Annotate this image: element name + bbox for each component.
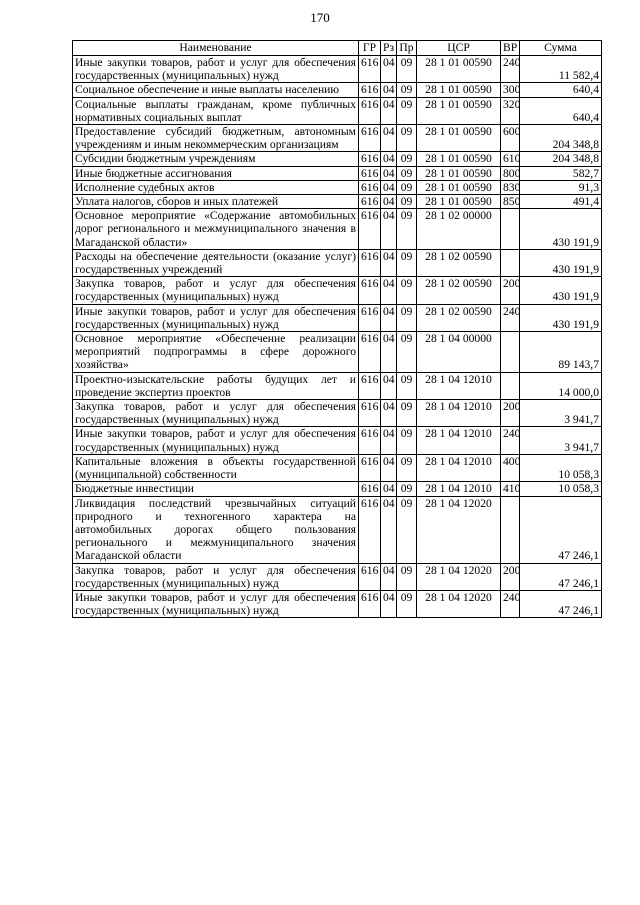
- cell-vr: 240: [501, 304, 520, 331]
- cell-gr: 616: [359, 209, 381, 250]
- cell-rz: 04: [381, 372, 397, 399]
- cell-gr: 616: [359, 304, 381, 331]
- budget-table: [72, 40, 602, 618]
- table-row: [73, 496, 602, 563]
- cell-sum: 204 348,8: [520, 152, 602, 166]
- cell-gr: 616: [359, 590, 381, 617]
- table-row: [73, 83, 602, 97]
- cell-name: Проектно-изыскательские работы будущих лет и проведение экспертиз проектов: [73, 372, 359, 399]
- cell-vr: 240: [501, 427, 520, 454]
- cell-sum: 14 000,0: [520, 372, 602, 399]
- cell-name: Закупка товаров, работ и услуг для обеспечения государственных (муниципальных) нужд: [73, 563, 359, 590]
- cell-pr: 09: [397, 563, 417, 590]
- cell-sum: 430 191,9: [520, 277, 602, 304]
- table-row: [73, 152, 602, 166]
- table-row: [73, 332, 602, 373]
- cell-gr: 616: [359, 372, 381, 399]
- cell-rz: 04: [381, 454, 397, 481]
- cell-sum: 430 191,9: [520, 249, 602, 276]
- cell-vr: 410: [501, 482, 520, 496]
- cell-csr: 28 1 04 12010: [417, 482, 501, 496]
- table-row: [73, 454, 602, 481]
- cell-rz: 04: [381, 195, 397, 209]
- cell-rz: 04: [381, 590, 397, 617]
- cell-csr: 28 1 04 00000: [417, 332, 501, 373]
- cell-gr: 616: [359, 195, 381, 209]
- cell-vr: 800: [501, 166, 520, 180]
- cell-name: Социальное обеспечение и иные выплаты населению: [73, 83, 359, 97]
- cell-vr: [501, 332, 520, 373]
- cell-gr: 616: [359, 166, 381, 180]
- cell-pr: 09: [397, 304, 417, 331]
- cell-sum: 3 941,7: [520, 400, 602, 427]
- cell-csr: 28 1 01 00590: [417, 152, 501, 166]
- cell-gr: 616: [359, 482, 381, 496]
- cell-gr: 616: [359, 56, 381, 83]
- cell-rz: 04: [381, 249, 397, 276]
- cell-rz: 04: [381, 180, 397, 194]
- cell-pr: 09: [397, 195, 417, 209]
- cell-name: Иные закупки товаров, работ и услуг для обеспечения государственных (муниципальных) нужд: [73, 590, 359, 617]
- cell-gr: 616: [359, 496, 381, 563]
- cell-gr: 616: [359, 152, 381, 166]
- cell-sum: 47 246,1: [520, 496, 602, 563]
- cell-sum: 3 941,7: [520, 427, 602, 454]
- cell-csr: 28 1 02 00590: [417, 277, 501, 304]
- cell-sum: 11 582,4: [520, 56, 602, 83]
- cell-vr: 240: [501, 590, 520, 617]
- cell-csr: 28 1 04 12010: [417, 427, 501, 454]
- cell-pr: 09: [397, 277, 417, 304]
- cell-name: Основное мероприятие «Обеспечение реализации мероприятий подпрограммы в сфере дорожного хозяйства»: [73, 332, 359, 373]
- cell-name: Капитальные вложения в объекты государственной (муниципальной) собственности: [73, 454, 359, 481]
- cell-sum: 640,4: [520, 83, 602, 97]
- cell-vr: 200: [501, 563, 520, 590]
- cell-pr: 09: [397, 125, 417, 152]
- cell-gr: 616: [359, 125, 381, 152]
- cell-pr: 09: [397, 209, 417, 250]
- cell-vr: 240: [501, 56, 520, 83]
- cell-name: Закупка товаров, работ и услуг для обеспечения государственных (муниципальных) нужд: [73, 277, 359, 304]
- header-name: Наименование: [73, 41, 359, 56]
- table-row: [73, 166, 602, 180]
- cell-vr: 320: [501, 97, 520, 124]
- table-row: [73, 277, 602, 304]
- cell-rz: 04: [381, 400, 397, 427]
- cell-rz: 04: [381, 563, 397, 590]
- cell-name: Исполнение судебных актов: [73, 180, 359, 194]
- cell-rz: 04: [381, 304, 397, 331]
- cell-sum: 47 246,1: [520, 590, 602, 617]
- header-pr: Пр: [397, 41, 417, 56]
- cell-sum: 430 191,9: [520, 304, 602, 331]
- cell-pr: 09: [397, 56, 417, 83]
- cell-name: Бюджетные инвестиции: [73, 482, 359, 496]
- header-sum: Сумма: [520, 41, 602, 56]
- cell-sum: 10 058,3: [520, 482, 602, 496]
- cell-vr: [501, 249, 520, 276]
- cell-vr: 850: [501, 195, 520, 209]
- cell-gr: 616: [359, 83, 381, 97]
- table-row: [73, 372, 602, 399]
- cell-csr: 28 1 01 00590: [417, 125, 501, 152]
- cell-csr: 28 1 04 12020: [417, 563, 501, 590]
- table-row: [73, 563, 602, 590]
- cell-sum: 430 191,9: [520, 209, 602, 250]
- cell-sum: 47 246,1: [520, 563, 602, 590]
- table-row: [73, 209, 602, 250]
- cell-name: Иные закупки товаров, работ и услуг для обеспечения государственных (муниципальных) нужд: [73, 56, 359, 83]
- cell-csr: 28 1 01 00590: [417, 195, 501, 209]
- cell-sum: 91,3: [520, 180, 602, 194]
- cell-rz: 04: [381, 496, 397, 563]
- cell-sum: 89 143,7: [520, 332, 602, 373]
- table-row: [73, 249, 602, 276]
- cell-rz: 04: [381, 166, 397, 180]
- cell-pr: 09: [397, 249, 417, 276]
- cell-pr: 09: [397, 590, 417, 617]
- cell-pr: 09: [397, 400, 417, 427]
- cell-name: Ликвидация последствий чрезвычайных ситуаций природного и техногенного характера на автомобильных дорогах общего пользования регионального и межмуниципального значения Магаданской области: [73, 496, 359, 563]
- cell-gr: 616: [359, 97, 381, 124]
- cell-pr: 09: [397, 166, 417, 180]
- cell-pr: 09: [397, 496, 417, 563]
- cell-csr: 28 1 04 12020: [417, 496, 501, 563]
- cell-pr: 09: [397, 332, 417, 373]
- cell-rz: 04: [381, 482, 397, 496]
- cell-name: Социальные выплаты гражданам, кроме публичных нормативных социальных выплат: [73, 97, 359, 124]
- cell-vr: 200: [501, 400, 520, 427]
- cell-vr: 610: [501, 152, 520, 166]
- cell-csr: 28 1 04 12010: [417, 372, 501, 399]
- header-rz: Рз: [381, 41, 397, 56]
- cell-sum: 204 348,8: [520, 125, 602, 152]
- cell-gr: 616: [359, 180, 381, 194]
- cell-gr: 616: [359, 563, 381, 590]
- cell-csr: 28 1 01 00590: [417, 180, 501, 194]
- table-row: [73, 97, 602, 124]
- cell-gr: 616: [359, 427, 381, 454]
- cell-csr: 28 1 01 00590: [417, 56, 501, 83]
- table-header-row: [73, 41, 602, 56]
- table-row: [73, 400, 602, 427]
- cell-vr: 300: [501, 83, 520, 97]
- cell-csr: 28 1 01 00590: [417, 97, 501, 124]
- cell-csr: 28 1 04 12010: [417, 400, 501, 427]
- cell-gr: 616: [359, 277, 381, 304]
- header-gr: ГР: [359, 41, 381, 56]
- cell-vr: [501, 372, 520, 399]
- table-row: [73, 590, 602, 617]
- cell-pr: 09: [397, 482, 417, 496]
- cell-gr: 616: [359, 332, 381, 373]
- cell-vr: 400: [501, 454, 520, 481]
- cell-csr: 28 1 02 00000: [417, 209, 501, 250]
- table-row: [73, 125, 602, 152]
- table-row: [73, 56, 602, 83]
- cell-pr: 09: [397, 454, 417, 481]
- cell-pr: 09: [397, 97, 417, 124]
- cell-csr: 28 1 01 00590: [417, 83, 501, 97]
- table-row: [73, 482, 602, 496]
- table-row: [73, 195, 602, 209]
- cell-vr: [501, 209, 520, 250]
- cell-name: Основное мероприятие «Содержание автомобильных дорог регионального и межмуниципального значения в Магаданской области»: [73, 209, 359, 250]
- header-csr: ЦСР: [417, 41, 501, 56]
- header-vr: ВР: [501, 41, 520, 56]
- cell-sum: 582,7: [520, 166, 602, 180]
- cell-pr: 09: [397, 152, 417, 166]
- cell-rz: 04: [381, 83, 397, 97]
- cell-gr: 616: [359, 400, 381, 427]
- cell-name: Предоставление субсидий бюджетным, автономным учреждениям и иным некоммерческим организациям: [73, 125, 359, 152]
- cell-csr: 28 1 02 00590: [417, 304, 501, 331]
- cell-pr: 09: [397, 427, 417, 454]
- cell-rz: 04: [381, 97, 397, 124]
- cell-rz: 04: [381, 332, 397, 373]
- cell-csr: 28 1 04 12020: [417, 590, 501, 617]
- cell-rz: 04: [381, 56, 397, 83]
- cell-vr: 600: [501, 125, 520, 152]
- cell-gr: 616: [359, 454, 381, 481]
- cell-vr: 200: [501, 277, 520, 304]
- cell-pr: 09: [397, 83, 417, 97]
- cell-pr: 09: [397, 372, 417, 399]
- cell-name: Уплата налогов, сборов и иных платежей: [73, 195, 359, 209]
- cell-rz: 04: [381, 209, 397, 250]
- cell-csr: 28 1 01 00590: [417, 166, 501, 180]
- cell-name: Иные закупки товаров, работ и услуг для обеспечения государственных (муниципальных) нужд: [73, 304, 359, 331]
- cell-name: Закупка товаров, работ и услуг для обеспечения государственных (муниципальных) нужд: [73, 400, 359, 427]
- cell-name: Субсидии бюджетным учреждениям: [73, 152, 359, 166]
- table-row: [73, 304, 602, 331]
- cell-vr: [501, 496, 520, 563]
- cell-rz: 04: [381, 427, 397, 454]
- cell-rz: 04: [381, 125, 397, 152]
- cell-name: Иные бюджетные ассигнования: [73, 166, 359, 180]
- table-row: [73, 180, 602, 194]
- cell-sum: 491,4: [520, 195, 602, 209]
- cell-csr: 28 1 04 12010: [417, 454, 501, 481]
- cell-pr: 09: [397, 180, 417, 194]
- cell-sum: 10 058,3: [520, 454, 602, 481]
- table-body: [73, 56, 602, 618]
- cell-gr: 616: [359, 249, 381, 276]
- cell-name: Расходы на обеспечение деятельности (оказание услуг) государственных учреждений: [73, 249, 359, 276]
- cell-sum: 640,4: [520, 97, 602, 124]
- table-row: [73, 427, 602, 454]
- cell-rz: 04: [381, 277, 397, 304]
- cell-csr: 28 1 02 00590: [417, 249, 501, 276]
- cell-rz: 04: [381, 152, 397, 166]
- cell-name: Иные закупки товаров, работ и услуг для обеспечения государственных (муниципальных) нужд: [73, 427, 359, 454]
- cell-vr: 830: [501, 180, 520, 194]
- page-number: 170: [310, 10, 330, 25]
